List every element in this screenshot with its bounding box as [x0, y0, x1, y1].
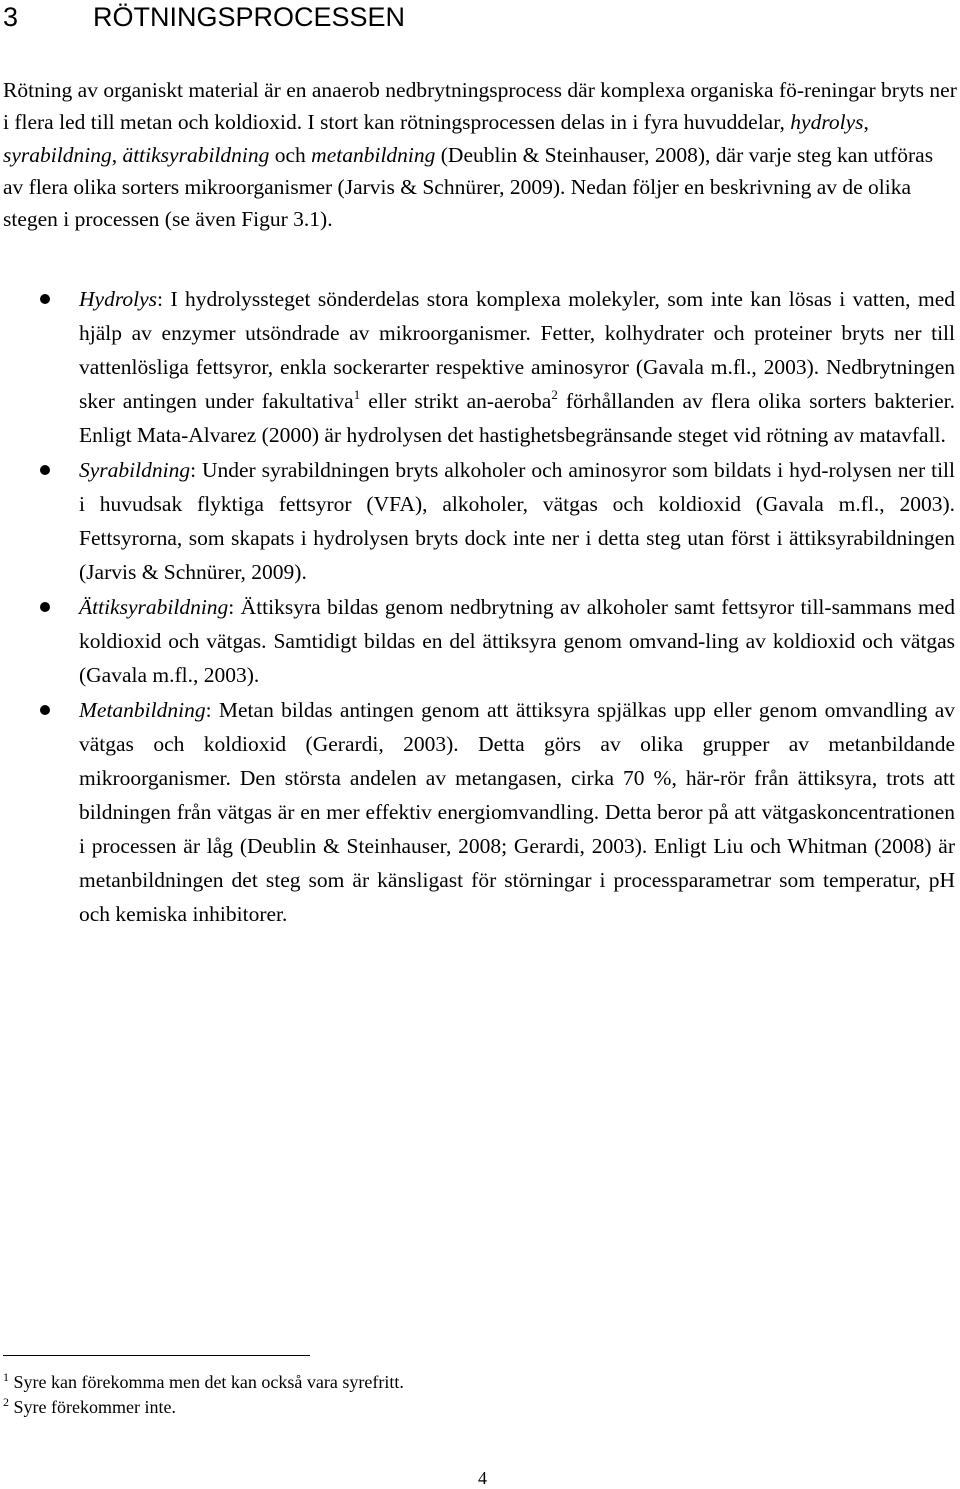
- intro-sep-2: ,: [111, 142, 123, 167]
- bullet-icon: [40, 705, 50, 715]
- bullet-body: förhållanden av flera olika sorters bakterier. Enligt Mata-Alvarez (2000) är hydrolysen det hastighetsbegränsande steget vid rötning av matavfall.: [79, 389, 955, 447]
- bullet-text: [79, 693, 955, 931]
- bullet-icon: [40, 602, 50, 612]
- bullet-body: : Metan bildas antingen genom att ättiksyra spjälkas upp eller genom omvandling av vätgas och koldioxid (Gerardi, 2003). Detta görs av olika grupper av metanbildande mikroorganismer. Den största andelen av metangasen, cirka 70 %, här-rör från ättiksyra, trots att bildningen från vätgas är en mer effektiv energiomvandling. Detta beror på att vätgaskoncentrationen i processen är låg (Deublin & Steinhauser, 2008; Gerardi, 2003). Enligt Liu och Whitman (2008) är metanbildningen det steg som är känsligast för störningar i processparametrar som temperatur, pH och kemiska inhibitorer.: [79, 698, 955, 926]
- footnote-ref-1: 1: [353, 387, 361, 402]
- intro-paragraph: [3, 74, 958, 235]
- list-item-attiksyrabildning: [0, 590, 955, 692]
- bullet-body: : Ättiksyra bildas genom nedbrytning av alkoholer samt fettsyror till-sammans med koldioxid och vätgas. Samtidigt bildas en del ättiksyra genom omvand-ling av koldioxid och vätgas (Gavala m.fl., 2003).: [79, 595, 955, 687]
- bullet-body: eller strikt an-aeroba: [360, 389, 552, 413]
- bullet-text: [79, 282, 955, 452]
- list-item-hydrolys: [0, 282, 955, 452]
- footnote-divider: [3, 1355, 310, 1356]
- list-item-metanbildning: [0, 693, 955, 931]
- footnote-2: [3, 1395, 404, 1420]
- bullet-term: Hydrolys: [79, 287, 158, 311]
- footnote-text: Syre kan förekomma men det kan också vara syrefritt.: [9, 1372, 404, 1392]
- footnote-1: [3, 1370, 404, 1395]
- page-number: 4: [478, 1468, 487, 1488]
- section-title: RÖTNINGSPROCESSEN: [93, 2, 406, 32]
- list-item-syrabildning: [0, 453, 955, 589]
- footnote-ref-2: 2: [551, 387, 558, 402]
- term-metanbildning: metanbildning: [311, 142, 436, 167]
- intro-text-1: Rötning av organiskt material är en anaerob nedbrytningsprocess där komplexa organiska fö-reningar bryts ner i flera led till metan och koldioxid. I stort kan rötningsprocessen delas in i fyra huvuddelar,: [3, 78, 957, 135]
- term-attiksyrabildning: ättiksyrabildning: [122, 142, 270, 167]
- bullet-term: Metanbildning: [79, 698, 206, 722]
- section-number: 3: [3, 2, 19, 32]
- footnote-mark: 1: [3, 1370, 9, 1384]
- footnote-mark: 2: [3, 1395, 9, 1409]
- footnote-text: Syre förekommer inte.: [9, 1397, 176, 1417]
- intro-sep-1: ,: [863, 110, 869, 135]
- bullet-term: Syrabildning: [79, 458, 191, 482]
- term-hydrolys: hydrolys: [790, 110, 864, 135]
- term-syrabildning: syrabildning: [3, 142, 112, 167]
- bullet-icon: [40, 465, 50, 475]
- process-steps-list: [0, 282, 960, 932]
- bullet-body: : I hydrolyssteget sönderdelas stora komplexa molekyler, som inte kan lösas i vatten, med hjälp av enzymer utsöndrade av mikroorganismer. Fetter, kolhydrater och proteiner bryts ner till vattenlösliga fettsyror, enkla sockerarter respektive aminosyror (Gavala m.fl., 2003). Nedbrytningen sker antingen under fakultativa: [79, 287, 955, 413]
- bullet-term: Ättiksyrabildning: [79, 595, 229, 619]
- bullet-body: : Under syrabildningen bryts alkoholer och aminosyror som bildats i hyd-rolysen ner till i huvudsak flyktiga fettsyror (VFA), alkoholer, vätgas och koldioxid (Gavala m.fl., 2003). Fettsyrorna, som skapats i hydrolysen bryts dock inte ner i detta steg utan först i ättiksyrabildningen (Jarvis & Schnürer, 2009).: [79, 458, 955, 584]
- intro-text-2: (Deublin & Steinhauser, 2008), där varje steg kan utföras av flera olika sorters mikroorganismer (Jarvis & Schnürer, 2009). Nedan följer en beskrivning av de olika stegen i processen (se även Figur 3.1).: [3, 142, 934, 232]
- bullet-text: [79, 590, 955, 692]
- intro-sep-3: och: [269, 142, 312, 167]
- bullet-icon: [40, 294, 50, 304]
- section-heading: [3, 0, 405, 34]
- bullet-text: [79, 453, 955, 589]
- footnotes: [3, 1370, 404, 1420]
